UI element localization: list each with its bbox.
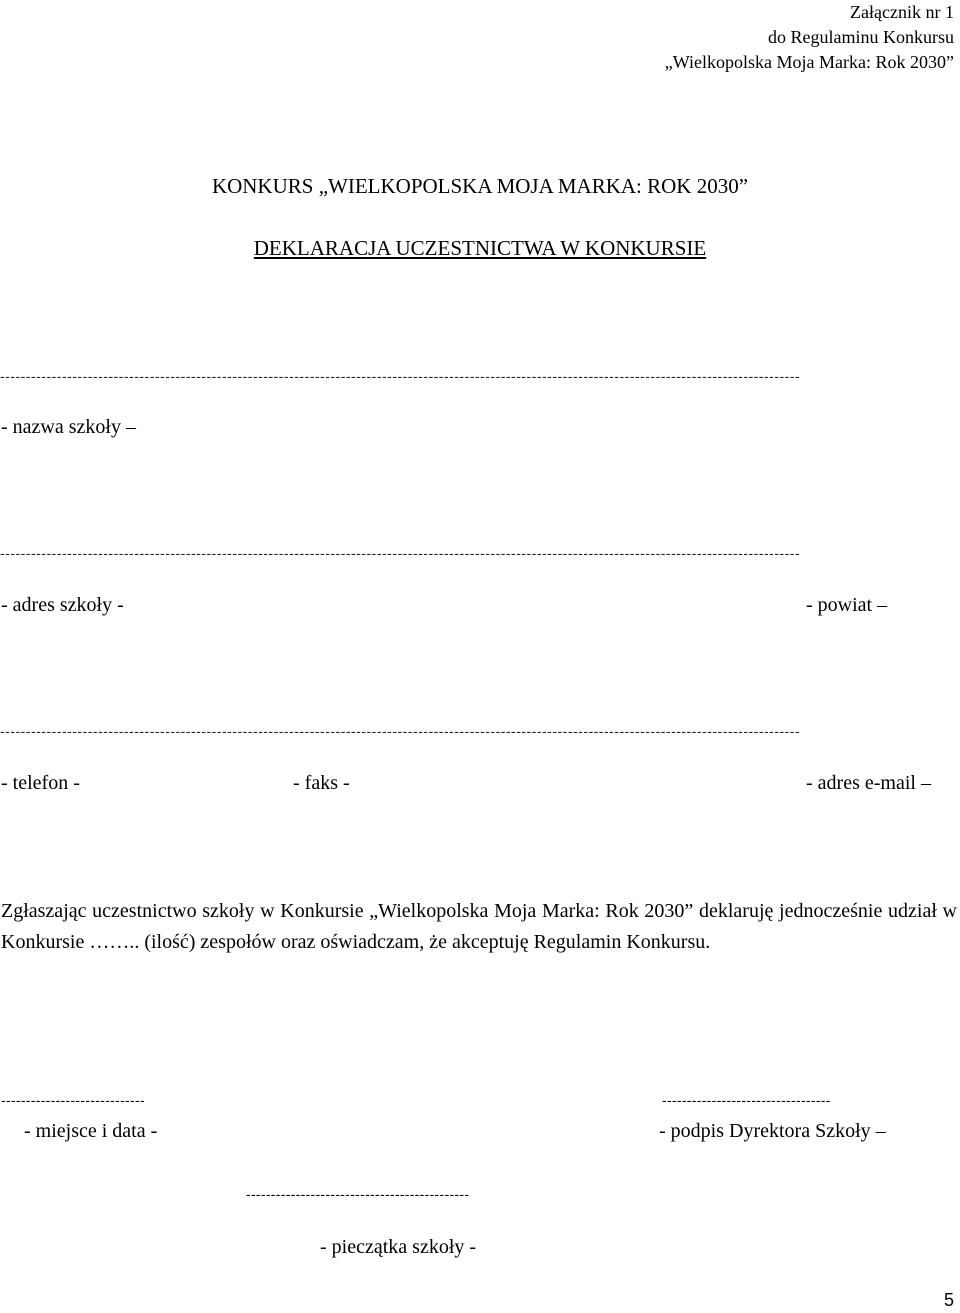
school-name-label: - nazwa szkoły – [1,416,136,438]
document-subtitle: DEKLARACJA UCZESTNICTWA W KONKURSIE [253,236,707,260]
school-stamp-label: - pieczątka szkoły - [320,1236,477,1258]
document-title: KONKURS „WIELKOPOLSKA MOJA MARKA: ROK 2030” [211,174,749,198]
fill-line-address: ----------------------------------------------------------------------------------------------------------------------------------------------------------- [0,545,801,561]
email-label: - adres e-mail – [806,772,931,794]
director-signature-label: - podpis Dyrektora Szkoły – [659,1120,886,1142]
page-number: 5 [943,1290,954,1310]
attachment-number: Załącznik nr 1 [850,2,954,22]
place-date-label: - miejsce i data - [24,1120,158,1142]
county-label: - powiat – [806,594,888,616]
fax-label: - faks - [293,772,350,794]
attachment-contest-name: „Wielkopolska Moja Marka: Rok 2030” [664,52,954,72]
attachment-reference: do Regulaminu Konkursu [768,27,954,47]
fill-line-contact: ----------------------------------------------------------------------------------------------------------------------------------------------------------- [0,723,801,739]
fill-line-director-signature: ---------------------------------- [662,1092,831,1108]
phone-label: - telefon - [1,772,80,794]
fill-line-school-name: ----------------------------------------------------------------------------------------------------------------------------------------------------------- [0,368,801,384]
declaration-paragraph: Zgłaszając uczestnictwo szkoły w Konkursie „Wielkopolska Moja Marka: Rok 2030” deklaruję jednocześnie udział w Konkursie …….. (ilość) zespołów oraz oświadczam, że akceptuję Regulamin Konkursu. [1,900,957,953]
school-address-label: - adres szkoły - [1,594,124,616]
fill-line-school-stamp: --------------------------------------------- [246,1186,470,1202]
fill-line-place-date: ----------------------------- [1,1092,145,1108]
